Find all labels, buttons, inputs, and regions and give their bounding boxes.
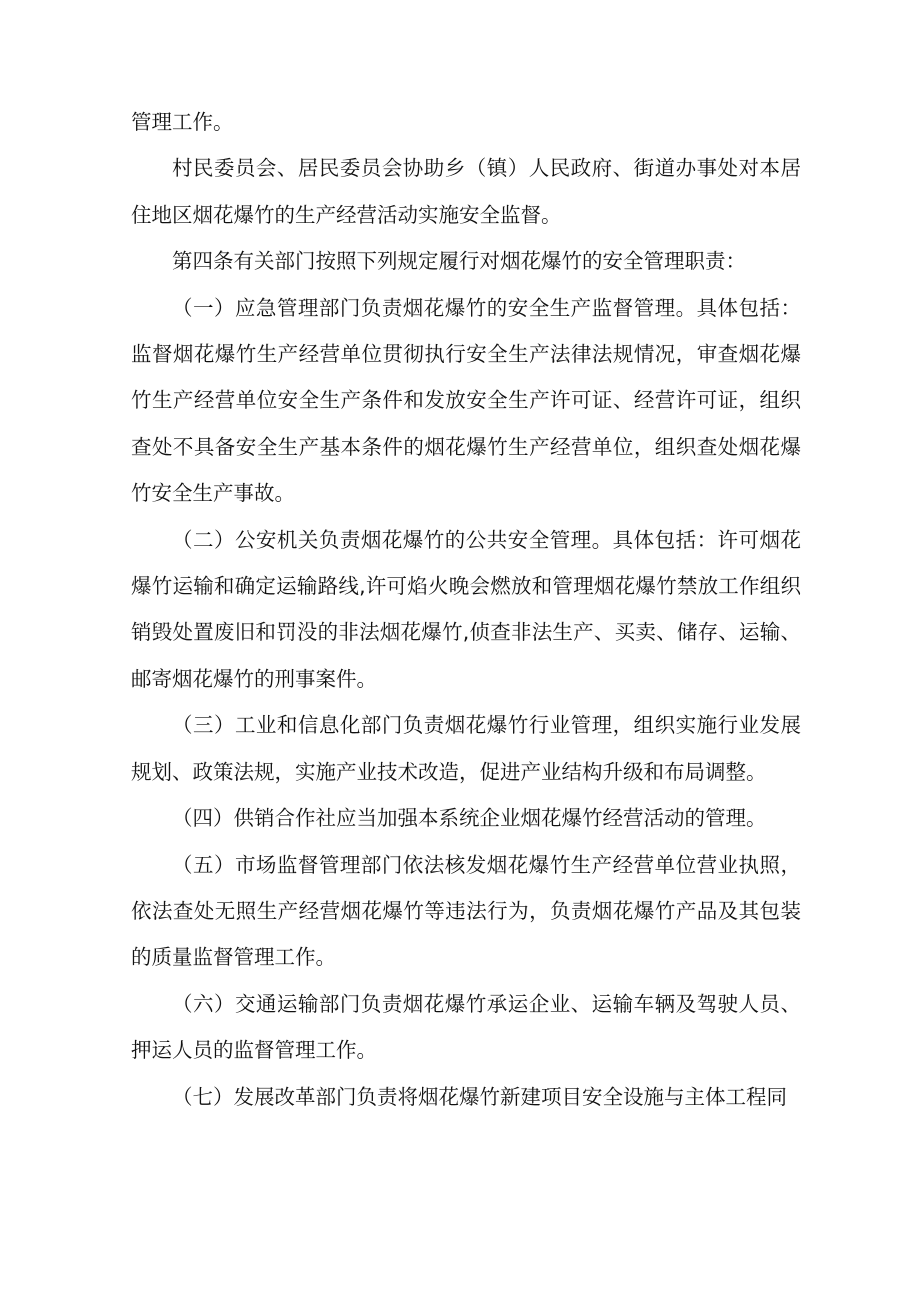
list-item-5: （五）市场监督管理部门依法核发烟花爆竹生产经营单位营业执照，依法查处无照生产经营烟花爆竹等违法行为，负责烟花爆竹产品及其包装的质量监督管理工作。 [131, 852, 801, 970]
article-heading: 第四条有关部门按照下列规定履行对烟花爆竹的安全管理职责： [172, 249, 746, 274]
paragraph: 村民委员会、居民委员会协助乡（镇）人民政府、街道办事处对本居住地区烟花爆竹的生产经营活动实施安全监督。 [131, 156, 801, 227]
list-item-2: （二）公安机关负责烟花爆竹的公共安全管理。具体包括：许可烟花爆竹运输和确定运输路线,许可焰火晚会燃放和管理烟花爆竹禁放工作组织销毁处置废旧和罚没的非法烟花爆竹,侦查非法生产、买卖、储存、运输、邮寄烟花爆竹的刑事案件。 [131, 527, 801, 691]
list-item-3: （三）工业和信息化部门负责烟花爆竹行业管理，组织实施行业发展规划、政策法规，实施产业技术改造，促进产业结构升级和布局调整。 [131, 713, 801, 784]
list-item-7: （七）发展改革部门负责将烟花爆竹新建项目安全设施与主体工程同 [172, 1084, 787, 1109]
list-item-6: （六）交通运输部门负责烟花爆竹承运企业、运输车辆及驾驶人员、押运人员的监督管理工作。 [131, 991, 801, 1063]
list-item-1: （一）应急管理部门负责烟花爆竹的安全生产监督管理。具体包括：监督烟花爆竹生产经营单位贯彻执行安全生产法律法规情况，审查烟花爆竹生产经营单位安全生产条件和发放安全生产许可证、经营许可证，组织查处不具备安全生产基本条件的烟花爆竹生产经营单位，组织查处烟花爆竹安全生产事故。 [131, 295, 801, 506]
paragraph-continuation: 管理工作。 [131, 110, 234, 134]
list-item-4: （四）供销合作社应当加强本系统企业烟花爆竹经营活动的管理。 [172, 806, 767, 831]
document-body [131, 99, 801, 1120]
